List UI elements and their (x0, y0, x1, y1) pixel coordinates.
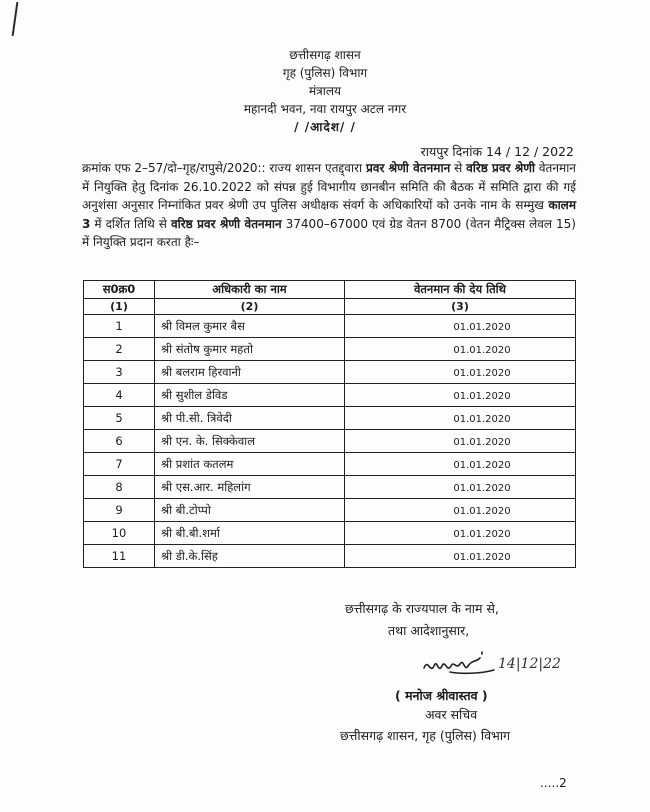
row-pay-date-value: 01.01.2020 (453, 460, 511, 471)
row-sno: 9 (84, 499, 155, 522)
row-pay-date-value: 01.01.2020 (453, 322, 511, 333)
row-pay-date-value: 01.01.2020 (453, 506, 511, 517)
row-pay-date (345, 430, 576, 453)
col-header-sno: स0क्र0 (84, 281, 155, 299)
address: महानदी भवन, नवा रायपुर अटल नगर (243, 102, 407, 116)
order-body (82, 159, 576, 252)
governor-line: छत्तीसगढ़ के राज्यपाल के नाम से, (345, 601, 499, 616)
col-header-name: अधिकारी का नाम (155, 281, 345, 299)
table-row (84, 384, 576, 407)
row-sno: 3 (84, 361, 155, 384)
table-row (84, 476, 576, 499)
table-row (84, 453, 576, 476)
row-pay-date (345, 338, 576, 361)
row-pay-date (345, 407, 576, 430)
row-pay-date-value: 01.01.2020 (453, 414, 511, 425)
signatory-name: ( मनोज श्रीवास्तव ) (395, 688, 488, 703)
table-row (84, 338, 576, 361)
row-pay-date (345, 476, 576, 499)
signatory-department: छत्तीसगढ़ शासन, गृह (पुलिस) विभाग (340, 728, 511, 743)
body-text-2: से (450, 161, 467, 175)
column-number-row (84, 299, 576, 315)
row-officer-name: श्री सुशील डेविड (155, 384, 345, 407)
row-pay-date (345, 361, 576, 384)
row-sno: 8 (84, 476, 155, 499)
body-text-3: वेतनमान में नियुक्ति हेतु दिनांक 26.10.2022 को संपन्न हुई विभागीय छानबीन समिति की बैठक में समिति द्वारा की गई अनुशंसा अनुसार निम्नांकित प्रवर श्रेणी उप पुलिस अधीक्षक संवर्ग के अधिकारियों को उनके नाम के सम्मुख (82, 161, 576, 213)
body-text-5: 37400–67000 एवं ग्रेड वेतन 8700 (वेतन मैट्रिक्स लेवल 15) में नियुक्ति प्रदान करता हैः– (82, 216, 576, 250)
body-text-4: में दर्शित तिथि से (90, 216, 171, 231)
row-pay-date (345, 384, 576, 407)
order-authority-line: तथा आदेशानुसार, (388, 623, 470, 638)
row-sno: 11 (84, 545, 155, 568)
row-officer-name: श्री प्रशांत कतलम (155, 453, 345, 476)
row-sno: 6 (84, 430, 155, 453)
row-sno: 7 (84, 453, 155, 476)
row-sno: 4 (84, 384, 155, 407)
row-pay-date-value: 01.01.2020 (453, 529, 511, 540)
row-pay-date (345, 545, 576, 568)
row-officer-name: श्री संतोष कुमार महतो (155, 338, 345, 361)
letterhead (0, 46, 650, 118)
row-pay-date (345, 315, 576, 338)
row-pay-date-value: 01.01.2020 (453, 391, 511, 402)
body-bold-4: वरिष्ठ प्रवर श्रेणी वेतनमान (170, 216, 282, 231)
row-officer-name: श्री एस.आर. महिलांग (155, 476, 345, 499)
table-header-row (84, 281, 576, 299)
table-row (84, 430, 576, 453)
row-pay-date-value: 01.01.2020 (453, 483, 511, 494)
pen-mark (12, 2, 19, 36)
col-number-3: (3) (345, 299, 576, 315)
col-header-date: वेतनमान की देय तिथि (345, 281, 576, 299)
row-officer-name: श्री डी.के.सिंह (155, 545, 345, 568)
table-row (84, 545, 576, 568)
body-bold-3: कालम 3 (82, 198, 576, 231)
signature-date: 14|12|22 (498, 656, 561, 672)
row-sno: 1 (84, 315, 155, 338)
order-label: / /आदेश/ / (294, 120, 356, 134)
row-pay-date-value: 01.01.2020 (453, 345, 511, 356)
table-row (84, 361, 576, 384)
page-continuation: .....2 (540, 776, 567, 790)
body-bold-1: प्रवर श्रेणी वेतनमान (365, 161, 451, 175)
row-pay-date (345, 499, 576, 522)
row-pay-date-value: 01.01.2020 (453, 437, 511, 448)
govt-name: छत्तीसगढ़ शासन (289, 48, 361, 62)
table-row (84, 407, 576, 430)
handwritten-signature (420, 644, 498, 684)
row-sno: 10 (84, 522, 155, 545)
col-number-1: (1) (84, 299, 155, 315)
row-sno: 5 (84, 407, 155, 430)
ministry-label: मंत्रालय (308, 84, 341, 98)
row-officer-name: श्री बलराम हिरवानी (155, 361, 345, 384)
table-row (84, 315, 576, 338)
row-officer-name: श्री बी.बी.शर्मा (155, 522, 345, 545)
col-number-2: (2) (155, 299, 345, 315)
body-text-1: क्रमांक एफ 2–57/दो–गृह/रापुसे/2020:: राज्य शासन एतद्द्वारा (82, 161, 366, 175)
row-pay-date (345, 453, 576, 476)
row-pay-date (345, 522, 576, 545)
row-officer-name: श्री विमल कुमार बैस (155, 315, 345, 338)
officers-table (83, 280, 576, 568)
body-bold-2: वरिष्ठ प्रवर श्रेणी (466, 161, 535, 175)
row-pay-date-value: 01.01.2020 (453, 552, 511, 563)
row-sno: 2 (84, 338, 155, 361)
order-date: रायपुर दिनांक 14 / 12 / 2022 (420, 144, 574, 159)
row-officer-name: श्री पी.सी. त्रिवेदी (155, 407, 345, 430)
signatory-designation: अवर सचिव (425, 707, 478, 722)
department-name: गृह (पुलिस) विभाग (282, 66, 368, 80)
row-officer-name: श्री बी.टोप्पो (155, 499, 345, 522)
row-officer-name: श्री एन. के. सिक्केवाल (155, 430, 345, 453)
table-row (84, 522, 576, 545)
table-row (84, 499, 576, 522)
row-pay-date-value: 01.01.2020 (453, 368, 511, 379)
